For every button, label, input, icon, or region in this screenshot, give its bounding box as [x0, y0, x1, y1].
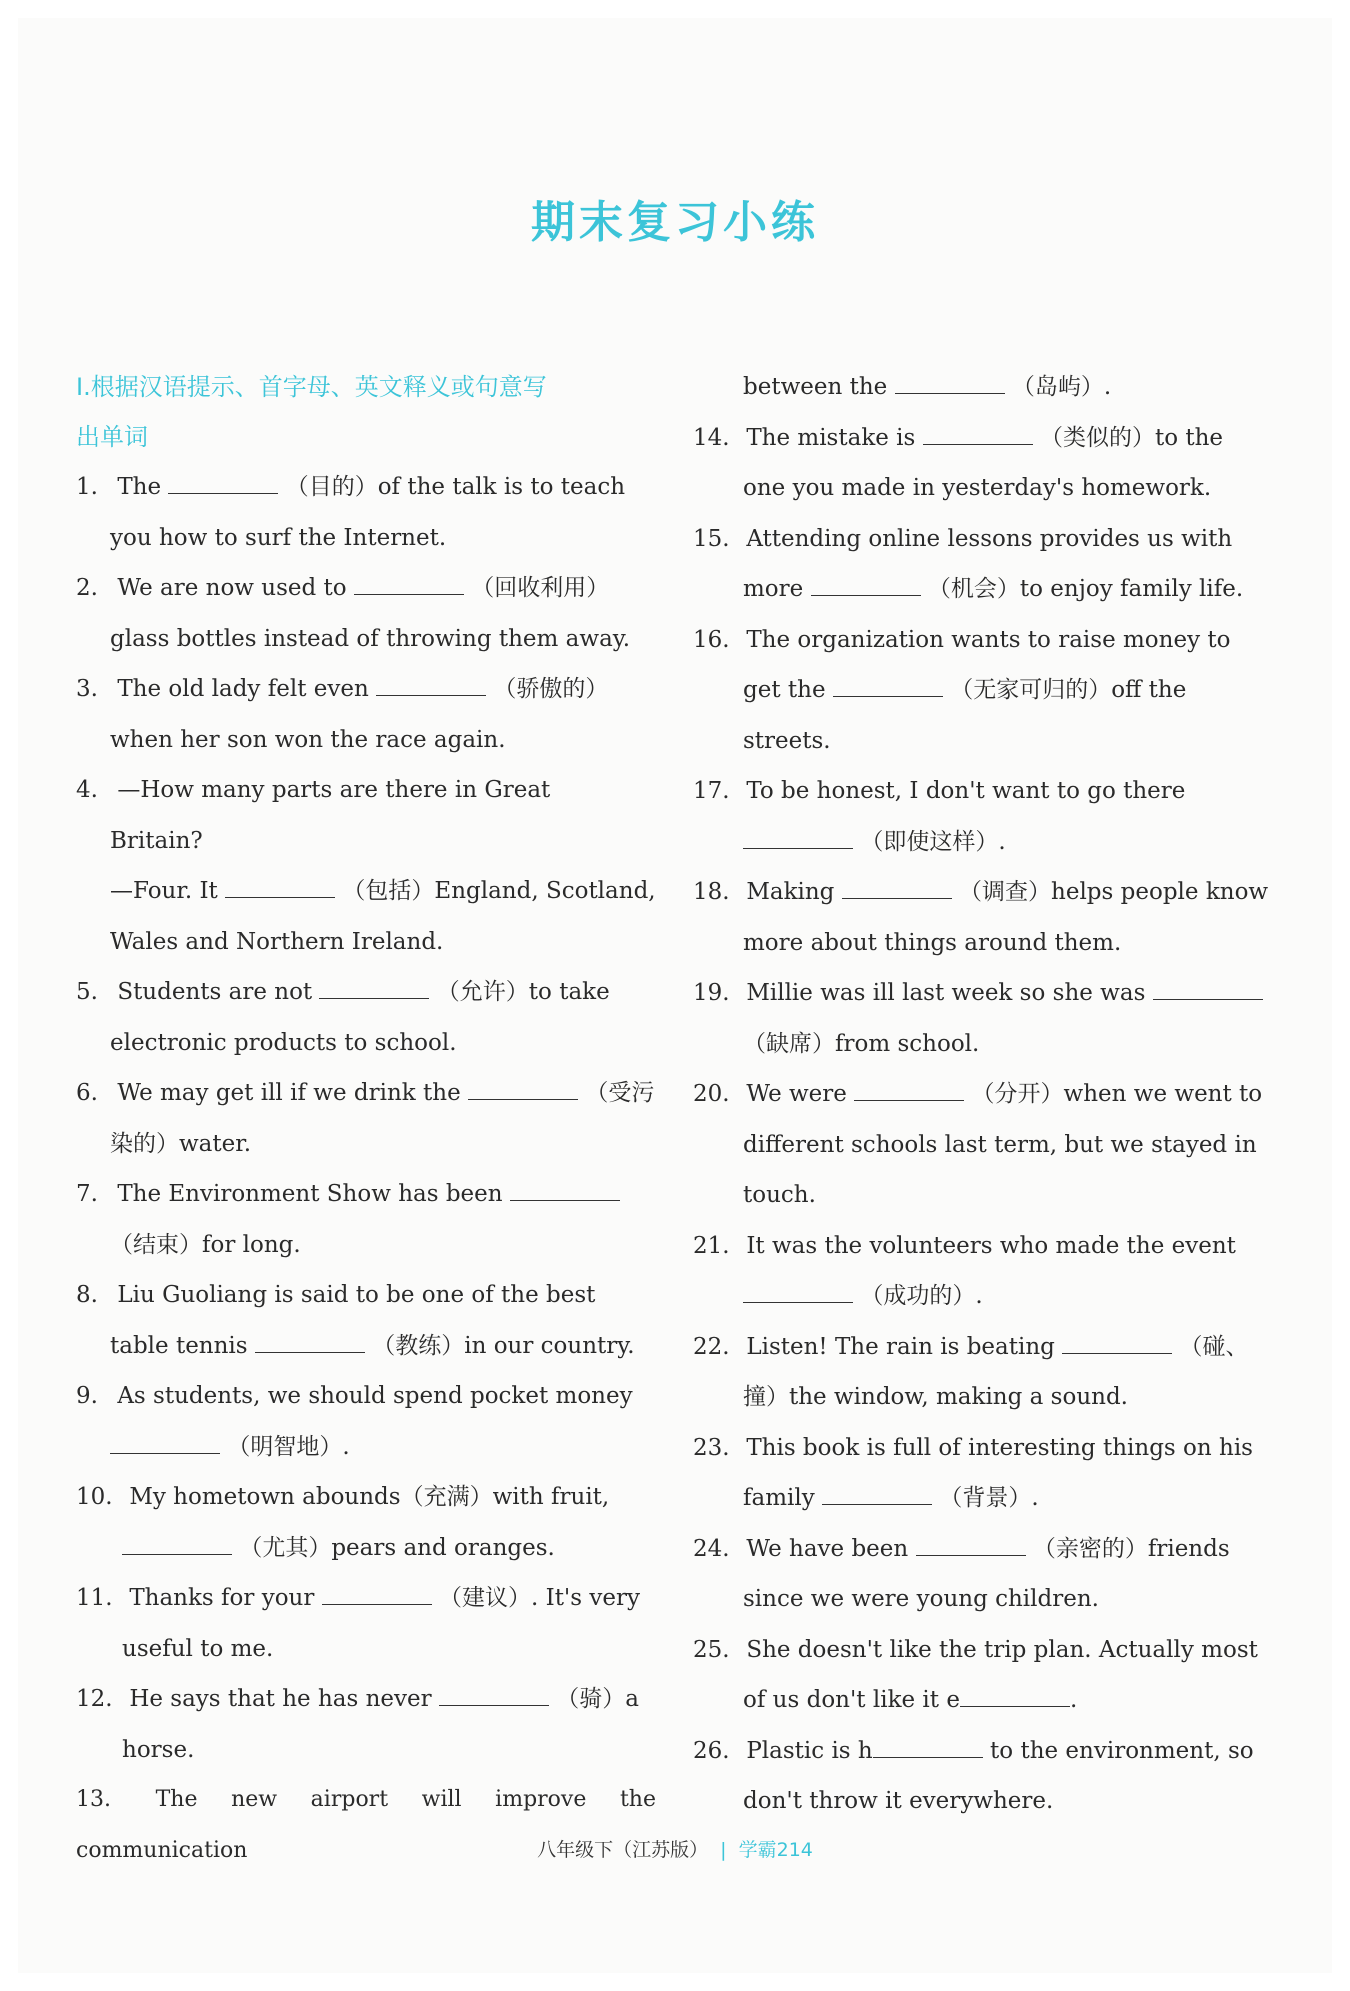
question-12-continued: horse.: [122, 1736, 195, 1763]
question-text: （教练）in our country.: [372, 1332, 635, 1359]
question-18-continued: more about things around them.: [743, 929, 1122, 956]
question-text: The: [117, 474, 162, 500]
question-8: [76, 1270, 656, 1321]
question-4-answer-line: [76, 866, 656, 917]
question-number: 3.: [76, 676, 98, 702]
question-6-continued: 染的）water.: [110, 1130, 252, 1157]
question-12: [76, 1674, 656, 1725]
question-24-continued: since we were young children.: [743, 1586, 1099, 1612]
question-text: Listen! The rain is beating: [746, 1333, 1055, 1360]
question-number: 20.: [693, 1081, 730, 1107]
question-text: （目的）of the talk is to teach: [285, 474, 626, 500]
answer-blank[interactable]: [1153, 979, 1263, 1000]
question-4-continued: Wales and Northern Ireland.: [110, 928, 444, 955]
question-text: We were: [746, 1081, 847, 1107]
question-text: —Four. It: [110, 878, 218, 904]
question-1-continued: you how to surf the Internet.: [110, 524, 447, 551]
question-16: [693, 615, 1275, 666]
question-text: family: [743, 1485, 815, 1511]
answer-blank[interactable]: [873, 1737, 983, 1758]
answer-blank[interactable]: [510, 1180, 620, 1201]
question-26: [693, 1726, 1275, 1777]
question-10-continued: [76, 1523, 656, 1574]
answer-blank[interactable]: [376, 675, 486, 696]
question-17-continued: [693, 817, 1275, 868]
question-text: As students, we should spend pocket money: [117, 1383, 633, 1409]
question-text: We are now used to: [117, 575, 347, 601]
answer-blank[interactable]: [439, 1685, 549, 1706]
footer-brand: 学霸: [738, 1839, 777, 1861]
question-number: 24.: [693, 1535, 730, 1562]
question-text: .: [1069, 1687, 1078, 1713]
answer-blank[interactable]: [319, 978, 429, 999]
question-24: [693, 1524, 1275, 1575]
question-text: The old lady felt even: [117, 676, 369, 702]
question-14: [693, 413, 1275, 464]
question-text: （回收利用）: [471, 575, 610, 601]
question-2: [76, 563, 656, 614]
question-number: 19.: [693, 980, 730, 1006]
question-19-continued: （缺席）from school.: [743, 1030, 980, 1057]
question-number: 18.: [693, 879, 730, 905]
question-number: 8.: [76, 1282, 98, 1308]
answer-blank[interactable]: [923, 424, 1033, 445]
question-text: She doesn't like the trip plan. Actually most: [746, 1636, 1258, 1663]
question-text: （骑）a: [556, 1686, 639, 1712]
answer-blank[interactable]: [168, 473, 278, 494]
question-text: —How many parts are there in Great: [117, 777, 551, 803]
question-17: [693, 766, 1275, 817]
answer-blank[interactable]: [1062, 1333, 1172, 1354]
question-text: more: [743, 576, 804, 602]
question-text: （背景）.: [939, 1485, 1039, 1511]
question-number: 21.: [693, 1232, 730, 1259]
question-text: （亲密的）friends: [1032, 1535, 1230, 1562]
answer-blank[interactable]: [854, 1080, 964, 1101]
answer-blank[interactable]: [916, 1535, 1026, 1556]
question-5: [76, 967, 656, 1018]
question-number: 4.: [76, 777, 98, 803]
question-text: table tennis: [110, 1332, 248, 1359]
question-text: of us don't like it e: [743, 1687, 960, 1713]
question-9-continued: [76, 1422, 656, 1473]
question-23: [693, 1423, 1275, 1474]
answer-blank[interactable]: [833, 676, 943, 697]
question-text: （类似的）to the: [1039, 424, 1224, 451]
question-15-continued: [693, 564, 1275, 615]
question-1: [76, 462, 656, 513]
question-text: （机会）to enjoy family life.: [927, 576, 1244, 602]
answer-blank[interactable]: [468, 1079, 578, 1100]
question-number: 16.: [693, 626, 730, 653]
question-text: between the: [743, 374, 888, 400]
question-text: get the: [743, 677, 826, 703]
question-16-continued: [693, 665, 1275, 716]
question-4: [76, 765, 656, 816]
question-text: Plastic is h: [746, 1737, 873, 1764]
question-text: （建议）. It's very: [438, 1585, 640, 1611]
question-22-continued: 撞）the window, making a sound.: [743, 1384, 1128, 1410]
page-title: 期末复习小练: [531, 197, 819, 248]
page-footer: [0, 1835, 1350, 1862]
answer-blank[interactable]: [354, 574, 464, 595]
question-number: 26.: [693, 1737, 730, 1764]
question-7-continued: （结束）for long.: [110, 1231, 301, 1258]
question-20-continued: different schools last term, but we stayed in: [743, 1131, 1257, 1158]
question-number: 2.: [76, 575, 98, 601]
question-text: （岛屿）.: [1011, 374, 1112, 400]
question-text: It was the volunteers who made the event: [746, 1232, 1236, 1259]
answer-blank[interactable]: [842, 878, 952, 899]
right-column: [693, 362, 1275, 1827]
question-text: Attending online lessons provides us with: [746, 525, 1233, 552]
question-text: （成功的）.: [860, 1283, 983, 1309]
question-16-continued: streets.: [743, 727, 831, 754]
question-number: 1.: [76, 474, 98, 500]
question-10: [76, 1472, 656, 1523]
question-text: （明智地）.: [227, 1433, 350, 1460]
question-text: Millie was ill last week so she was: [746, 980, 1146, 1006]
question-text: Making: [746, 879, 835, 905]
section-heading-line2: 出单词: [76, 423, 148, 451]
question-18: [693, 867, 1275, 918]
question-4-continued: Britain?: [110, 827, 203, 854]
answer-blank[interactable]: [895, 373, 1005, 394]
question-text: （分开）when we went to: [971, 1081, 1263, 1107]
question-11: [76, 1573, 656, 1624]
question-15: [693, 514, 1275, 565]
question-number: 23.: [693, 1434, 730, 1461]
question-text: The organization wants to raise money to: [746, 626, 1231, 653]
question-number: 12.: [76, 1686, 113, 1712]
question-13-continued: [693, 362, 1275, 413]
question-number: 17.: [693, 778, 730, 804]
question-20: [693, 1069, 1275, 1120]
left-column: [76, 362, 656, 1876]
question-number: 15.: [693, 525, 730, 552]
question-text: This book is full of interesting things on his: [746, 1434, 1253, 1461]
answer-blank[interactable]: [322, 1584, 432, 1605]
question-text: （调查）helps people know: [959, 879, 1269, 905]
question-21-continued: [693, 1271, 1275, 1322]
footer-grade: 八年级下（江苏版）: [537, 1839, 709, 1861]
question-text: We have been: [746, 1535, 909, 1562]
page-number: 214: [776, 1839, 813, 1861]
answer-blank[interactable]: [225, 877, 335, 898]
question-number: 22.: [693, 1333, 730, 1360]
question-text: （碰、: [1179, 1333, 1249, 1360]
question-number: 11.: [76, 1585, 113, 1611]
question-9: [76, 1371, 656, 1422]
question-text: （受污: [585, 1080, 655, 1106]
question-text: （允许）to take: [436, 979, 610, 1005]
question-text: （包括）England, Scotland,: [342, 878, 656, 904]
question-text: Thanks for your: [129, 1585, 315, 1611]
question-text: The mistake is: [746, 424, 916, 451]
question-number: 10.: [76, 1484, 113, 1510]
question-text: The Environment Show has been: [117, 1181, 503, 1207]
question-text: The new airport will improve the communication: [76, 1787, 656, 1863]
answer-blank[interactable]: [743, 1282, 853, 1303]
question-text: To be honest, I don't want to go there: [746, 778, 1186, 804]
question-6: [76, 1068, 656, 1119]
question-7: [76, 1169, 656, 1220]
question-14-continued: one you made in yesterday's homework.: [743, 475, 1212, 501]
question-2-continued: glass bottles instead of throwing them away.: [110, 625, 631, 652]
question-text: My hometown abounds（充满）with fruit,: [129, 1484, 610, 1510]
answer-blank[interactable]: [960, 1686, 1070, 1707]
answer-blank[interactable]: [743, 828, 853, 849]
question-number: 9.: [76, 1383, 98, 1409]
question-20-continued: touch.: [743, 1182, 816, 1208]
question-number: 7.: [76, 1181, 98, 1207]
question-text: Students are not: [117, 979, 313, 1005]
question-5-continued: electronic products to school.: [110, 1029, 457, 1056]
answer-blank[interactable]: [255, 1332, 365, 1353]
question-23-continued: [693, 1473, 1275, 1524]
question-number: 25.: [693, 1636, 730, 1663]
question-3: [76, 664, 656, 715]
question-number: 6.: [76, 1080, 98, 1106]
question-text: Liu Guoliang is said to be one of the best: [117, 1282, 596, 1308]
footer-divider: |: [720, 1839, 727, 1861]
question-11-continued: useful to me.: [122, 1635, 274, 1662]
question-text: （无家可归的）off the: [950, 677, 1187, 703]
question-25-continued: [693, 1675, 1275, 1726]
answer-blank[interactable]: [822, 1484, 932, 1505]
question-text: （尤其）pears and oranges.: [239, 1534, 555, 1561]
answer-blank[interactable]: [811, 575, 921, 596]
question-26-continued: don't throw it everywhere.: [743, 1788, 1054, 1814]
question-19: [693, 968, 1275, 1019]
answer-blank[interactable]: [110, 1433, 220, 1454]
question-text: He says that he has never: [129, 1686, 432, 1712]
section-heading-line1: Ⅰ.根据汉语提示、首字母、英文释义或句意写: [76, 373, 547, 401]
question-text: （即使这样）.: [860, 828, 1006, 855]
question-number: 14.: [693, 424, 730, 451]
question-25: [693, 1625, 1275, 1676]
question-text: （骄傲的）: [493, 676, 609, 702]
question-22: [693, 1322, 1275, 1373]
question-21: [693, 1221, 1275, 1272]
question-3-continued: when her son won the race again.: [110, 726, 506, 753]
question-text: We may get ill if we drink the: [117, 1080, 461, 1106]
question-8-continued: [76, 1321, 656, 1372]
question-text: to the environment, so: [990, 1737, 1254, 1764]
question-number: 13.: [76, 1787, 111, 1812]
question-number: 5.: [76, 979, 98, 1005]
answer-blank[interactable]: [122, 1534, 232, 1555]
